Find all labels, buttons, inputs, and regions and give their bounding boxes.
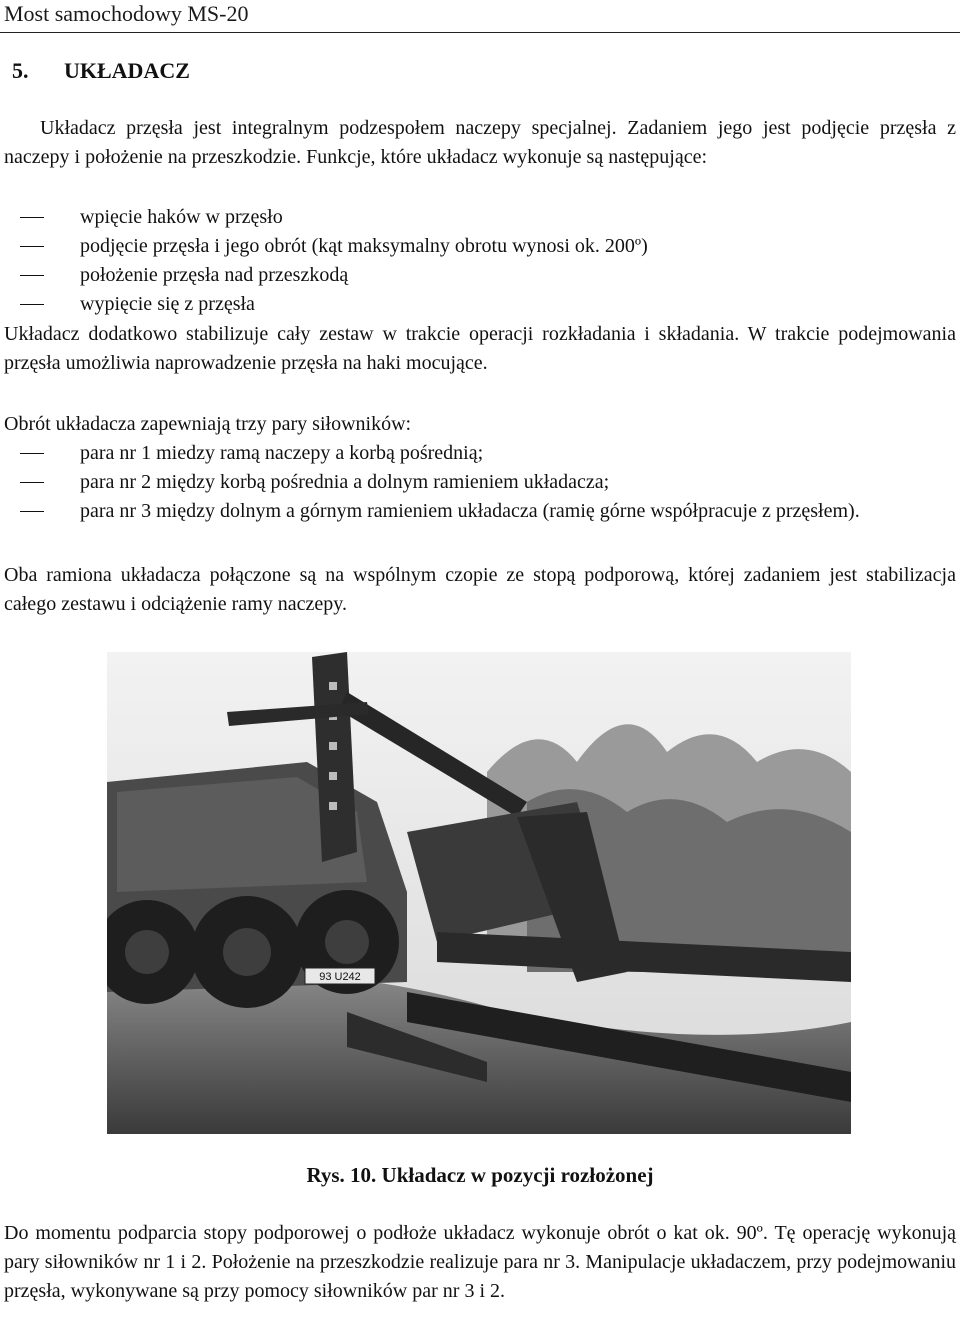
dash-bullet-icon — [20, 217, 44, 218]
dash-bullet-icon — [20, 275, 44, 276]
list-item-text: położenie przęsła nad przeszkodą — [80, 264, 349, 286]
list-item — [4, 290, 956, 319]
list-item-text: para nr 2 między korbą pośrednia a dolnym ramieniem układacza; — [80, 471, 610, 493]
running-header-title: Most samochodowy MS-20 — [4, 1, 249, 26]
list-item — [4, 203, 956, 232]
figure-caption: Rys. 10. Układacz w pozycji rozłożonej — [306, 1163, 654, 1187]
section-number: 5. — [12, 58, 29, 83]
section-title-text: UKŁADACZ — [64, 58, 190, 83]
dash-bullet-icon — [20, 246, 44, 247]
arms-paragraph: Oba ramiona układacza połączone są na wspólnym czopie ze stopą podporową, której zadaniem jest stabilizacja całego zestawu i odciążenie ramy naczepy. — [4, 564, 956, 615]
list-item — [4, 439, 956, 468]
functions-list — [4, 203, 956, 319]
dash-bullet-icon — [20, 304, 44, 305]
license-plate-text: 93 U242 — [319, 971, 361, 983]
bridge-layer-photo-illustration — [107, 652, 851, 1134]
final-paragraph: Do momentu podparcia stopy podporowej o podłoże układacz wykonuje obrót o kat ok. 90º. Tę operację wykonują pary siłowników nr 1 i 2. Położenie na przeszkodzie realizuje para nr 3. Manipulacje układaczem, przy podejmowaniu przęsła, wykonywane są przy pomocy siłowników par nr 3 i 2. — [4, 1222, 956, 1302]
dash-bullet-icon — [20, 482, 44, 483]
list-item — [4, 261, 956, 290]
list-item — [4, 468, 956, 497]
intro-paragraph: Układacz przęsła jest integralnym podzespołem naczepy specjalnej. Zadaniem jego jest podjęcie przęsła z naczepy i położenie na przeszkodzie. Funkcje, które układacz wykonuje są następujące: — [4, 117, 956, 168]
rotation-paragraph: Obrót układacza zapewniają trzy pary siłowników: — [4, 413, 412, 435]
figure-photo — [107, 652, 851, 1134]
list-item — [4, 497, 956, 526]
header-divider — [0, 32, 960, 33]
list-item-text: para nr 1 miedzy ramą naczepy a korbą pośrednią; — [80, 442, 484, 464]
list-item — [4, 232, 956, 261]
stabilize-paragraph: Układacz dodatkowo stabilizuje cały zestaw w trakcie operacji rozkładania i składania. W trakcie podejmowania przęsła umożliwia naprowadzenie przęsła na haki mocujące. — [4, 323, 956, 374]
list-item-text: wpięcie haków w przęsło — [80, 206, 283, 228]
list-item-text: podjęcie przęsła i jego obrót (kąt maksymalny obrotu wynosi ok. 200º) — [80, 235, 648, 257]
dash-bullet-icon — [20, 453, 44, 454]
list-item-text: wypięcie się z przęsła — [80, 293, 255, 315]
list-item-text: para nr 3 między dolnym a górnym ramieniem układacza (ramię górne współpracuje z przęsłem). — [80, 500, 860, 522]
dash-bullet-icon — [20, 511, 44, 512]
section-heading — [12, 56, 190, 86]
actuators-list — [4, 439, 956, 526]
